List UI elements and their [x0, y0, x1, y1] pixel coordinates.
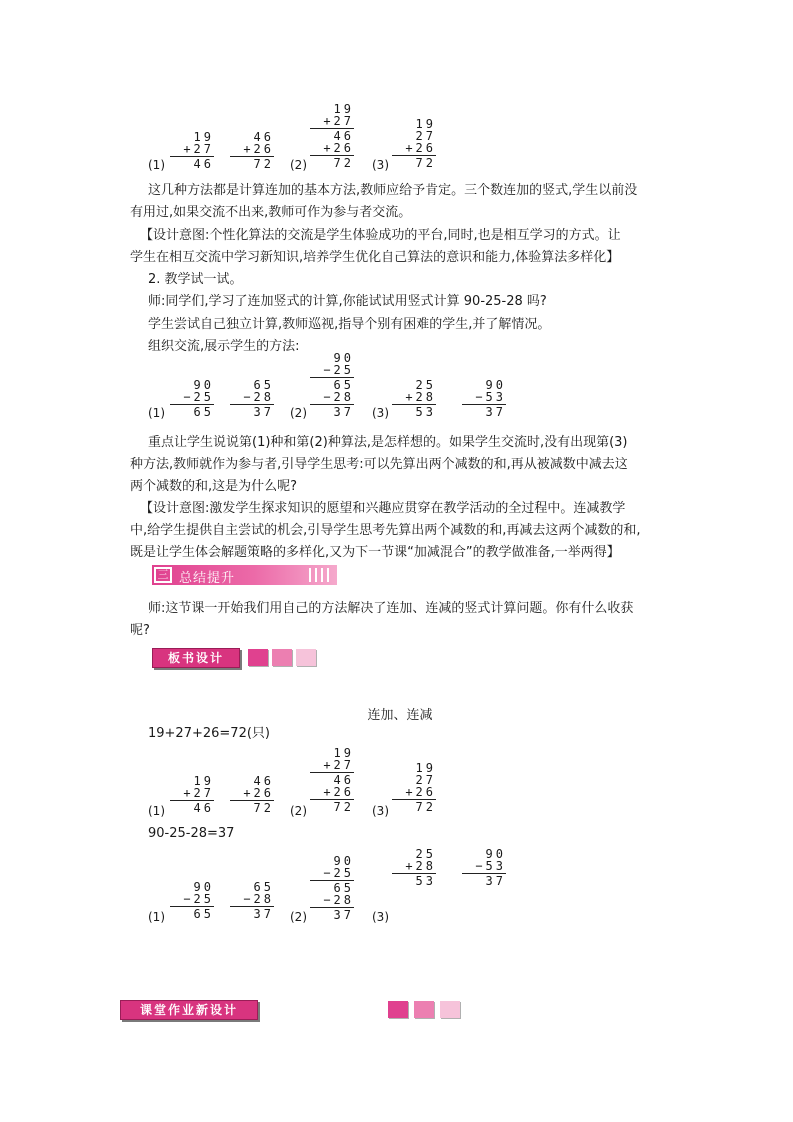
vertical-calc: 19 27 +26 72 — [392, 762, 436, 813]
design-intent: 既是让学生体会解题策略的多样化,又为下一节课“加减混合”的教学做准备,一举两得】 — [130, 545, 620, 560]
design-intent: 【设计意图:激发学生探求知识的愿望和兴趣应贯穿在教学活动的全过程中。连减教学 — [140, 501, 626, 516]
section-banner — [152, 565, 337, 585]
design-intent: 【设计意图:个性化算法的交流是学生体验成功的平台,同时,也是相互学习的方式。让 — [140, 228, 621, 243]
design-intent: 学生在相互交流中学习新知识,培养学生优化自己算法的意识和能力,体验算法多样化】 — [130, 250, 620, 265]
section-title: 总结提升 — [179, 571, 236, 586]
paragraph: 师:这节课一开始我们用自己的方法解决了连加、连减的竖式计算问题。你有什么收获 — [148, 601, 634, 616]
tag-square — [414, 1001, 434, 1018]
method-label-3: (3) — [372, 158, 389, 172]
vertical-calc: 46 +26 72 — [230, 775, 274, 814]
tag-square — [272, 649, 292, 666]
vertical-calc: 90 −25 65 −28 37 — [310, 855, 354, 921]
tag-label: 课堂作业新设计 — [120, 1000, 258, 1020]
paragraph: 种方法,教师就作为参与者,引导学生思考:可以先算出两个减数的和,再从被减数中减去这 — [130, 457, 628, 472]
paragraph: 2. 教学试一试。 — [148, 272, 243, 287]
vertical-calc: 90 −53 37 — [462, 379, 506, 418]
section-number: 三 — [154, 567, 172, 583]
paragraph: 两个减数的和,这是为什么呢? — [130, 479, 298, 494]
paragraph: 重点让学生说说第(1)种和第(2)种算法,是怎样想的。如果学生交流时,没有出现第(3) — [148, 435, 628, 450]
vertical-calc: 90 −25 65 — [170, 881, 214, 920]
tag-square — [440, 1001, 460, 1018]
tag-square — [296, 649, 316, 666]
method-label-1: (1) — [148, 804, 165, 818]
method-label-2: (2) — [290, 158, 307, 172]
vertical-calc: 19 +27 46 +26 72 — [310, 103, 354, 169]
vertical-calc: 19 +27 46 — [170, 775, 214, 814]
method-label-1: (1) — [148, 910, 165, 924]
paragraph: 呢? — [130, 623, 150, 638]
method-label-1: (1) — [148, 158, 165, 172]
tag-label: 板书设计 — [152, 648, 240, 668]
vertical-calc: 19 27 +26 72 — [392, 118, 436, 169]
vertical-calc: 19 +27 46 — [170, 131, 214, 170]
method-label-3: (3) — [372, 804, 389, 818]
vertical-calc: 25 +28 53 — [392, 848, 436, 887]
board-equation-add: 19+27+26=72(只) — [148, 726, 270, 741]
method-label-3: (3) — [372, 910, 389, 924]
vertical-calc: 25 +28 53 — [392, 379, 436, 418]
method-label-1: (1) — [148, 406, 165, 420]
tag-square — [248, 649, 268, 666]
vertical-calc: 46 +26 72 — [230, 131, 274, 170]
paragraph: 有用过,如果交流不出来,教师可作为参与者交流。 — [130, 205, 412, 220]
design-intent: 中,给学生提供自主尝试的机会,引导学生思考先算出两个减数的和,再减去这两个减数的和, — [130, 523, 641, 538]
board-equation-sub: 90-25-28=37 — [148, 826, 235, 841]
method-label-2: (2) — [290, 910, 307, 924]
paragraph: 学生尝试自己独立计算,教师巡视,指导个别有困难的学生,并了解情况。 — [148, 317, 551, 332]
vertical-calc: 19 +27 46 +26 72 — [310, 747, 354, 813]
method-label-2: (2) — [290, 804, 307, 818]
vertical-calc: 90 −25 65 — [170, 379, 214, 418]
paragraph: 师:同学们,学习了连加竖式的计算,你能试试用竖式计算 90-25-28 吗? — [148, 294, 547, 309]
paragraph: 组织交流,展示学生的方法: — [148, 339, 300, 354]
tag-square — [388, 1001, 408, 1018]
stripes-decoration — [309, 568, 333, 582]
vertical-calc: 65 −28 37 — [230, 881, 274, 920]
method-label-3: (3) — [372, 406, 389, 420]
vertical-calc: 90 −53 37 — [462, 848, 506, 887]
method-label-2: (2) — [290, 406, 307, 420]
paragraph: 这几种方法都是计算连加的基本方法,教师应给予肯定。三个数连加的竖式,学生以前没 — [148, 183, 638, 198]
vertical-calc: 90 −25 65 −28 37 — [310, 352, 354, 418]
board-title: 连加、连减 — [367, 708, 433, 723]
vertical-calc: 65 −28 37 — [230, 379, 274, 418]
